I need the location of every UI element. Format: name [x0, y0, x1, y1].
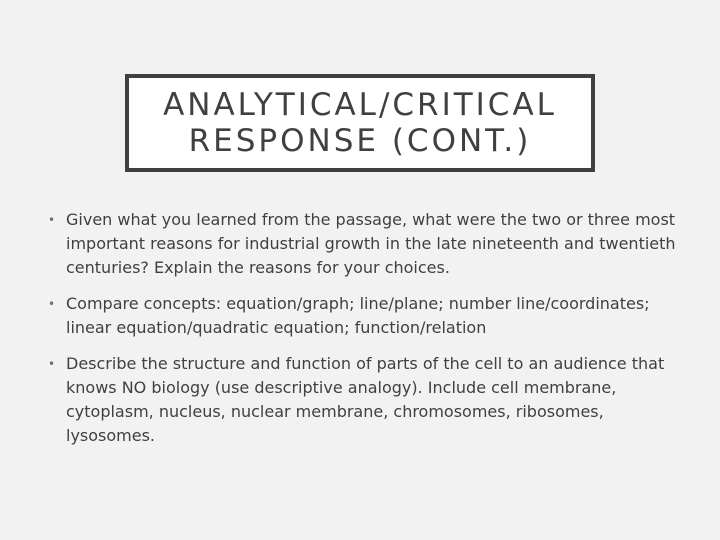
bullet-list	[48, 208, 688, 460]
slide-title-line-2: RESPONSE (CONT.)	[188, 123, 532, 159]
bullet-item-compare-concepts	[48, 292, 688, 340]
slide-title-line-1: ANALYTICAL/CRITICAL	[163, 87, 557, 123]
bullet-icon: •	[48, 297, 56, 311]
bullet-icon: •	[48, 213, 56, 227]
title-box	[125, 74, 595, 172]
bullet-text: Describe the structure and function of parts of the cell to an audience that knows NO biology (use descriptive analogy). Include cell membrane, cytoplasm, nucleus, nuclear membrane, chromosomes, ribosomes, lysosomes.	[66, 354, 665, 445]
bullet-item-industrial-growth	[48, 208, 688, 280]
bullet-text: Compare concepts: equation/graph; line/plane; number line/coordinates; linear equation/quadratic equation; function/relation	[66, 294, 650, 337]
bullet-text: Given what you learned from the passage, what were the two or three most important reasons for industrial growth in the late nineteenth and twentieth centuries? Explain the reasons for your choices.	[66, 210, 676, 277]
bullet-icon: •	[48, 357, 56, 371]
bullet-item-cell-structure	[48, 352, 688, 448]
